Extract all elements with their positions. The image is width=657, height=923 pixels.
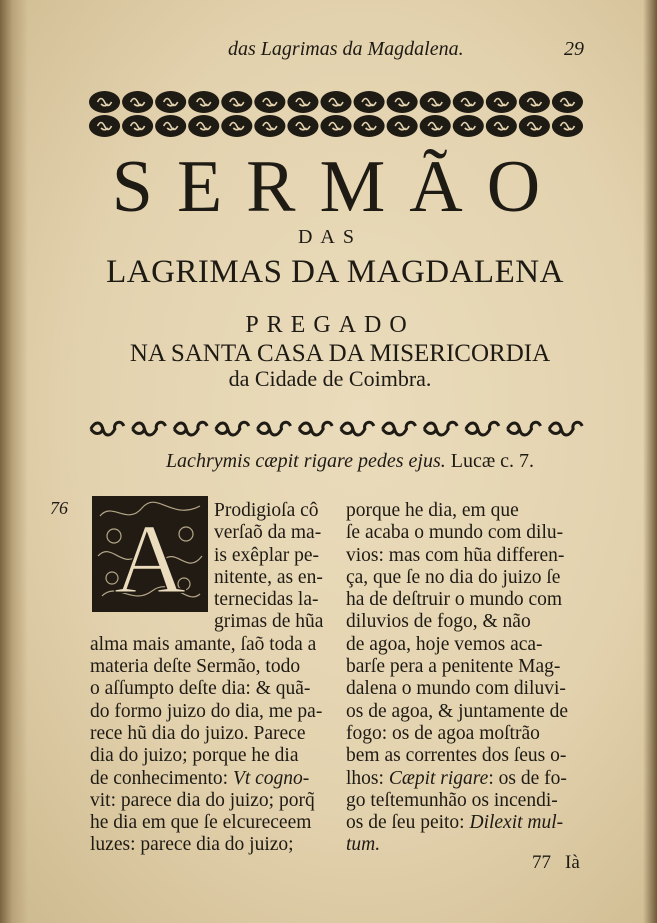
text-line: dalena o mundo com diluvi- [346,678,566,700]
text-line [346,768,586,790]
fleuron [216,422,249,435]
text-line: ſe acaba o mundo com dilu- [346,522,564,544]
margin-note: 76 [50,498,68,518]
catchword [532,852,580,874]
epigraph-latin: Lachrymis cæpit rigare pedes ejus. [165,450,446,472]
place-line-1: NA SANTA CASA DA MISERICORDIA [129,340,551,367]
italic-quote: Vt cogno- [232,767,310,789]
sermon-title: SERMÃO [111,146,565,228]
page-number: 29 [564,38,584,60]
ornament-band-bottom [88,114,584,138]
place-line-2: da Cidade de Coimbra. [228,366,432,391]
text-line: bem as correntes dos ſeus o- [346,745,567,767]
text-line: do formo juizo do dia, me pa- [90,700,323,722]
epigraph-reference: Lucæ c. 7. [450,450,535,472]
text-line: diluvios de fogo, & não [346,611,531,633]
text-line: he dia em que ſe elcureceem [90,812,312,834]
text-line: ternecidas la- [214,589,319,611]
text-line [346,812,586,834]
body-column-right [346,500,586,857]
title-das: DAS [297,226,362,248]
text-line: vios: mas com hũa differen- [346,544,565,566]
preached-label: PREGADO [245,312,415,338]
page-edge-shadow [643,0,657,923]
body-column-left [90,500,324,857]
text-line: porque he dia, em que [346,500,519,521]
title-subject: LAGRIMAS DA MAGDALENA [106,254,564,290]
catchword-text: Ià [565,852,580,873]
text-line: luzes: parece dia do juizo; [90,834,294,856]
text-line: vit: parece dia do juizo; porq̃ [90,789,315,811]
binding-gutter [0,0,28,923]
italic-quote: Dilexit mul- [469,812,564,834]
text-span: os de ſeu peito: [346,812,470,834]
text-line: o aſſumpto deſte dia: & quã- [90,678,311,700]
fleuron-rule [88,418,588,440]
ornament-band-top [88,90,584,114]
text-line: os de agoa, & juntamente de [346,700,569,722]
text-line: ha de deſtruir o mundo com [346,589,563,611]
text-line: barſe pera a penitente Mag- [346,656,561,678]
text-line: grimas de hũa [214,611,324,633]
text-span: de conhecimento: [90,767,233,789]
text-line: Prodigioſa cô [214,500,319,521]
italic-quote: tum. [346,834,381,856]
fleuron [424,422,457,435]
italic-quote: Cæpit rigare [388,767,489,789]
epigraph [140,450,560,473]
fleuron [549,422,582,435]
text-line: verſaõ da ma- [214,522,322,544]
text-line: nitente, as en- [214,566,323,588]
fleuron [174,422,207,435]
text-line: alma mais amante, ſaõ toda a [90,633,317,655]
text-line: de agoa, hoje vemos aca- [346,633,543,655]
text-line: go teſtemunhão os incendi- [346,789,558,811]
running-head: das Lagrimas da Magdalena. [228,38,464,60]
fleuron [258,422,291,435]
text-line: dia do juizo; porque he dia [90,745,299,767]
text-line: ça, que ſe no dia do juizo ſe [346,566,561,588]
dropcap-letter: A [113,503,187,612]
text-span: lhos: [346,767,389,789]
fleuron [341,422,374,435]
text-line: rece hũ dia do juizo. Parece [90,722,306,744]
text-line [90,768,324,790]
text-span: : os de fo- [488,767,567,789]
signature-mark: 77 [532,852,551,873]
fleuron [508,422,541,435]
fleuron [466,422,499,435]
fleuron [133,422,166,435]
fleuron [383,422,416,435]
text-line: materia deſte Sermão, todo [90,656,301,678]
text-line: fogo: os de agoa moſtrão [346,722,540,744]
fleuron [91,422,124,435]
fleuron [299,422,332,435]
text-line: is exêplar pe- [214,544,320,566]
